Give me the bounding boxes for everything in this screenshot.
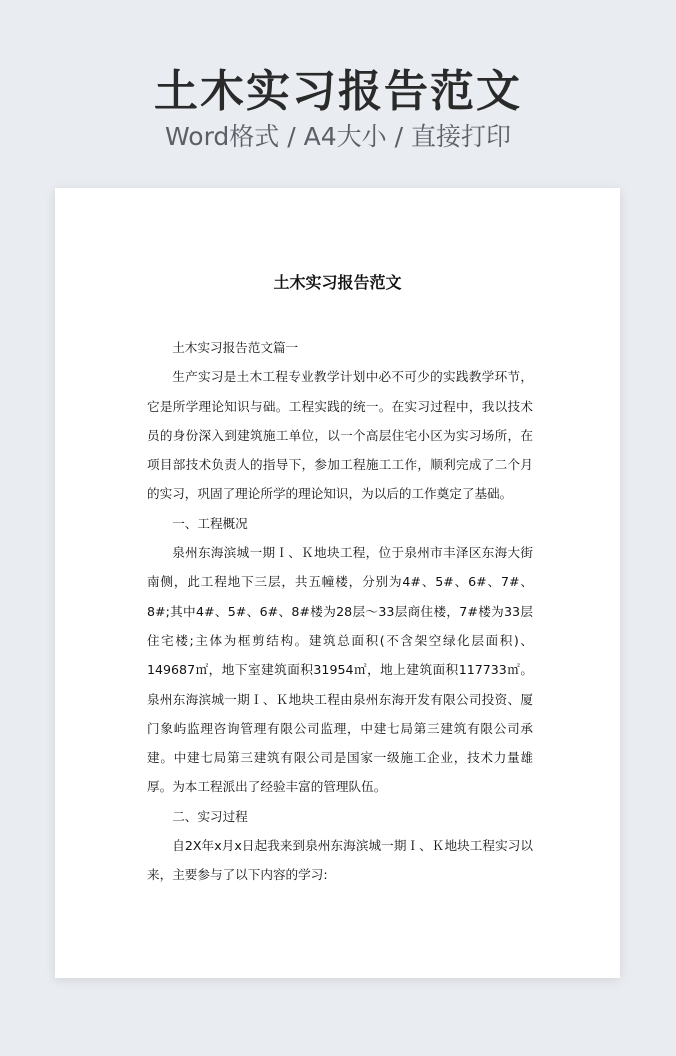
document-title: 土木实习报告范文 <box>273 273 402 292</box>
section-heading-project-overview: 一、工程概况 <box>172 515 248 531</box>
banner-title: 土木实习报告范文 <box>154 66 522 117</box>
paragraph-internship-process: 自2X年x月x日起我来到泉州东海滨城一期Ｉ、Ｋ地块工程实习以来，主要参与了以下内容的学习: <box>147 838 533 883</box>
paragraph-intro: 生产实习是土木工程专业教学计划中必不可少的实践教学环节，它是所学理论知识与础。工程实践的统一。在实习过程中，我以技术员的身份深入到建筑施工单位，以一个高层住宅小区为实习场所，在项目部技术负责人的指导下，参加工程施工工作，顺利完成了二个月的实习，巩固了理论所学的理论知识，为以后的工作奠定了基础。 <box>147 369 533 502</box>
section-heading-part-one: 土木实习报告范文篇一 <box>172 340 299 355</box>
banner-subtitle: Word格式 / A4大小 / 直接打印 <box>165 122 511 151</box>
document-body <box>147 333 533 890</box>
section-heading-internship-process: 二、实习过程 <box>172 808 248 824</box>
header-banner <box>0 0 676 190</box>
document-page <box>55 188 620 978</box>
paragraph-project-overview: 泉州东海滨城一期Ｉ、Ｋ地块工程，位于泉州市丰泽区东海大街南侧，此工程地下三层，共五幢楼，分别为4#、5#、6#、7#、8#;其中4#、5#、6#、8#楼为28层～33层商住楼，7#楼为33层住宅楼;主体为框剪结构。建筑总面积(不含架空绿化层面积)、149687㎡，地下室建筑面积31954㎡，地上建筑面积117733㎡。泉州东海滨城一期Ｉ、Ｋ地块工程由泉州东海开发有限公司投资、厦门象屿监理咨询管理有限公司监理，中建七局第三建筑有限公司承建。中建七局第三建筑有限公司是国家一级施工企业，技术力量雄厚。为本工程派出了经验丰富的管理队伍。 <box>147 545 533 795</box>
